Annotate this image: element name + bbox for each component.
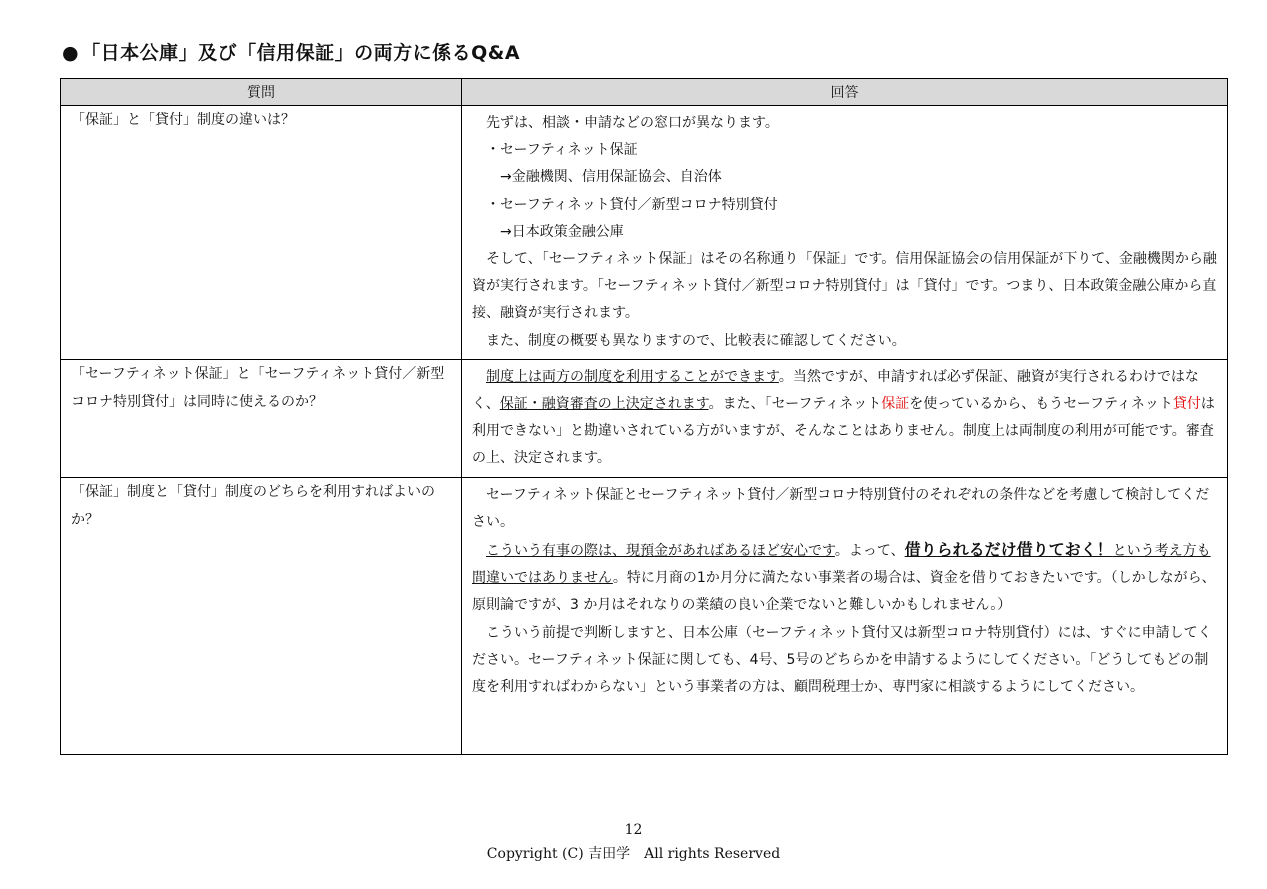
answer-line: ・セーフティネット貸付／新型コロナ特別貸付	[486, 196, 778, 213]
answer-cell	[462, 359, 1228, 477]
answer-text: 。よって、	[834, 543, 905, 560]
answer-line: そして、「セーフティネット保証」はその名称通り「保証」です。信用保証協会の信用保証が下りて、金融機関から融資が実行されます。「セーフティネット貸付／新型コロナ特別貸付」は「貸付」です。つまり、日本政策金融公庫から直接、融資が実行されます。	[472, 251, 1217, 322]
question-cell: 「保証」制度と「貸付」制度のどちらを利用すればよいのか？	[61, 477, 462, 754]
page-number: 12	[624, 822, 643, 838]
answer-line: 先ずは、相談・申請などの窓口が異なります。	[486, 115, 779, 131]
table-header-row	[61, 79, 1228, 106]
underlined-text: 制度上は両方の制度を利用することができます	[486, 368, 779, 385]
answer-text: 。特に月商の1か月分に満たない事業者の場合は、資金を借りておきたいです。（しかしながら、原則論ですが、3 か月はそれなりの業績の良い企業でないと難しいかもしれません。）	[472, 570, 1216, 614]
table-row	[61, 477, 1228, 754]
emphasis-text: 借りられるだけ借りておく！	[904, 540, 1113, 560]
answer-paragraph: こういう前提で判断しますと、日本公庫（セーフティネット貸付又は新型コロナ特別貸付）には、すぐに申請してください。セーフティネット保証に関しても、4号、5号のどちらかを申請するようにしてください。「どうしてもどの制度を利用すればわからない」という事業者の方は、顧問税理士か、専門家に相談するようにしてください。	[472, 624, 1212, 696]
qa-table	[60, 78, 1228, 755]
answer-line: →金融機関、信用保証協会、自治体	[500, 169, 722, 186]
table-row	[61, 106, 1228, 360]
heading-title: 「日本公庫」及び「信用保証」の両方に係るQ&A	[81, 42, 521, 64]
bullet-icon: ●	[62, 42, 80, 64]
answer-line: →日本政策金融公庫	[500, 223, 624, 240]
underlined-text: こういう有事の際は、現預金があればあるほど安心です	[486, 543, 835, 560]
highlight-text: 保証	[881, 396, 910, 413]
underlined-text: という考え方も間違いではありません	[472, 543, 1211, 587]
answer-text: 。当然ですが、申請すれば必ず保証、融資が実行されるわけではなく、	[472, 368, 1199, 413]
copyright-notice: Copyright (C) 吉田学 All rights Reserved	[486, 846, 781, 862]
answer-line: また、制度の概要も異なりますので、比較表に確認してください。	[486, 332, 906, 349]
answer-paragraph	[472, 364, 1221, 473]
question-cell: 「セーフティネット保証」と「セーフティネット貸付／新型コロナ特別貸付」は同時に使えるのか？	[61, 359, 462, 477]
answer-cell	[462, 106, 1228, 360]
answer-cell	[462, 477, 1228, 754]
answer-paragraph: セーフティネット保証とセーフティネット貸付／新型コロナ特別貸付のそれぞれの条件などを考慮して検討してください。	[472, 486, 1210, 530]
question-column-header: 質問	[61, 79, 462, 106]
answer-line: ・セーフティネット保証	[486, 142, 638, 159]
answer-text: を使っているから、もうセーフティネット	[909, 396, 1173, 413]
answer-column-header: 回答	[462, 79, 1228, 106]
question-cell: 「保証」と「貸付」制度の違いは？	[61, 106, 462, 360]
table-row	[61, 359, 1228, 477]
answer-text: 。また、「セーフティネット	[708, 396, 882, 413]
page-heading	[62, 38, 520, 65]
answer-paragraph	[472, 536, 1221, 620]
highlight-text: 貸付	[1172, 396, 1201, 413]
underlined-text: 保証・融資審査の上決定されます	[499, 396, 709, 413]
answer-text: は利用できない」と勘違いされている方がいますが、そんなことはありません。制度上は両制度の利用が可能です。審査の上、決定されます。	[472, 396, 1215, 467]
